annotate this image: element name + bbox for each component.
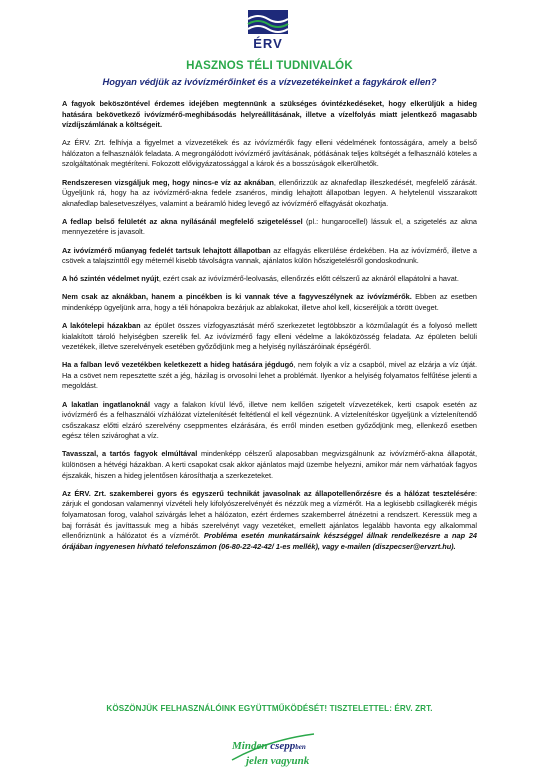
paragraph-3: Rendszeresen vizsgáljuk meg, hogy nincs-e víz az aknában, ellenőrizzük az aknafedlap illeszkedését, megfelelő zárását. Ügyeljünk rá, hogy ha az ivóvízmérő-akna fedele zsanéros, mindig lehajtott állapotban legyen. A helytelenül visszarakott aknafedlap balesetveszélyes, valamint a beáramló hideg levegő az ivóvízmérő elfagyását okozhatja. (62, 177, 477, 208)
paragraph-9: Ha a falban levő vezetékben keletkezett a hideg hatására jégdugó, nem folyik a víz a csapból, mivel az elzárja a víz útját. Ha a csövet nem repesztette szét a jég, házilag is orvosolni lehet a problémát. Ilyenkor a helyiség folyamatos felfűtése jelenti a megoldást. (62, 360, 477, 391)
paragraph-2: Az ÉRV. Zrt. felhívja a figyelmet a vízvezetékek és az ivóvízmérők fagy elleni védelmének fontosságára, amely a belső hálózaton a felhasználók feladata. A megrongálódott ivóvízmérő javításának, pótlásának teljes költségét a felhasználó köteles a szolgáltatónak megtéríteni. Fokozott elővigyázatossággal a károk és a bosszúságok elkerülhetők. (62, 138, 477, 169)
document-body (62, 99, 477, 560)
paragraph-5: Az ivóvízmérő műanyag fedelét tartsuk lehajtott állapotban az elfagyás elkerülése érdekében. Ha az ivóvízmérő, illetve a csövek a talajszinttől egy méternél kisebb távolságra vannak, ajánlatos külön hőszigetelésről gondoskodnunk. (62, 245, 477, 266)
paragraph-8: A lakótelepi házakban az épület összes vízfogyasztását mérő szerkezetet legtöbbször a közműalagút és a folyosó mellett kialakított tároló helyiségben szerelik fel. Az ivóvízmérő fagy elleni védelme a lakóközösség feladata. Az épületen belüli vezetékek, illetve szerelvények esetében győződjünk meg a helyiség nyílászáróinak épségéről. (62, 321, 477, 352)
paragraph-7: Nem csak az aknákban, hanem a pincékben is ki vannak téve a fagyveszélynek az ivóvízmérők. Ebben az esetben mindenképp ügyeljünk arra, hogy a téli hónapokra bezárjuk az ablakokat, illetve ahol kell, kicseréljük a törött üveget. (62, 292, 478, 312)
page-title: HASZNOS TÉLI TUDNIVALÓK (186, 60, 353, 72)
svg-text:Minden cseppben (231, 740, 306, 752)
paragraph-1: A fagyok beköszöntével érdemes idejében megtennünk a szükséges óvintézkedéseket, hogy elkerüljük a hideg hatására bekövetkező ivóvízmérő-meghibásodás helyreállításának, illetve a vízelfolyás miatt jelentkező magasabb vízdíjszámlának a költségeit. (62, 99, 477, 130)
slogan-logo (228, 730, 318, 770)
slogan-word-csepp: csepp (270, 740, 296, 752)
logo-text: ÉRV (253, 36, 283, 51)
slogan-word-minden: Minden (232, 740, 271, 752)
slogan-line-2: jelen vagyunk (246, 755, 310, 767)
paragraph-4: A fedlap belső felületét az akna nyílásánál megfelelő szigeteléssel (pl.: hungarocellel) lássuk el, a szigetelés az akna mennyezetére is javasolt. (62, 216, 477, 237)
paragraph-10: A lakatlan ingatlanoknál vagy a falakon kívül lévő, illetve nem kellően szigetelt vízvezetékek, kerti csapok esetén az ivóvízmérő és a felhasználói vízhálózat víztelenítését feltétlenül el kell végeznünk. A víztelenítéskor ügyeljünk a víztelenítendő csőszakasz előtti elzáró szerelvény cseppmentes elzárására, és erről minden esetben győződjünk meg, ellenkező esetben egész télen szivároghat a víz. (62, 399, 478, 441)
footer-thanks: KÖSZÖNJÜK FELHASZNÁLÓINK EGYÜTTMŰKÖDÉSÉT! TISZTELETTEL: ÉRV. ZRT. (106, 704, 433, 713)
wave-icon (242, 10, 294, 36)
paragraph-12: Az ÉRV. Zrt. szakemberei gyors és egyszerű technikát javasolnak az állapotellenőrzésre és a hálózat tesztelésére: zárjuk el gondosan valamennyi vízvételi hely kifolyószerelvényét és nézzük meg a vízmérőt. Ha a legkisebb csillagkerék mégis folyamatosan forog, valahol szivárgás lehet a hálózaton, ezért érdemes szakemberrel átnézetni a rendszert. Keressük meg a baj forrását és javíttassuk meg a hibás szerelvényt vagy vezetéket, emellett ajánlatos legalább havonta egy alkalommal ellenőriznünk a hálózatot és a vízmérőt. Probléma esetén munkatársaink készséggel állnak rendelkezésre a nap 24 órájában ingyenesen hívható telefonszámon (06-80-22-42-42/ 1-es mellék), vagy e-mailen (diszpecser@ervzrt.hu). (62, 488, 477, 551)
slogan-word-ben: ben (295, 743, 306, 751)
erv-logo (242, 10, 294, 50)
page-subtitle: Hogyan védjük az ivóvízmérőinket és a vízvezetékeinket a fagykárok ellen? (102, 76, 437, 87)
paragraph-6: A hó szintén védelmet nyújt, ezért csak az ivóvízmérő-leolvasás, ellenőrzés előtt célszerű az aknáról ellapátolni a havat. (62, 274, 459, 284)
slogan-svg (228, 730, 318, 770)
paragraph-11: Tavasszal, a tartós fagyok elmúltával mindenképp célszerű alaposabban megvizsgálnunk az ivóvízmérő-akna állapotát, különösen a hétvégi házakban. A kerti csapokat csak akkor ajánlatos majd üzembe helyezni, amikor már nem várhatóak fagyos éjszakák, hiszen a hideg jelentősen károsíthatja a szerkezeteket. (62, 449, 477, 480)
contact-info: Probléma esetén munkatársaink készséggel állnak rendelkezésre a nap 24 órájában ingyenesen hívható telefonszámon (06-80-22-42-42/ 1-es mellék), vagy e-mailen (diszpecser@ervzrt.hu). (62, 531, 477, 551)
